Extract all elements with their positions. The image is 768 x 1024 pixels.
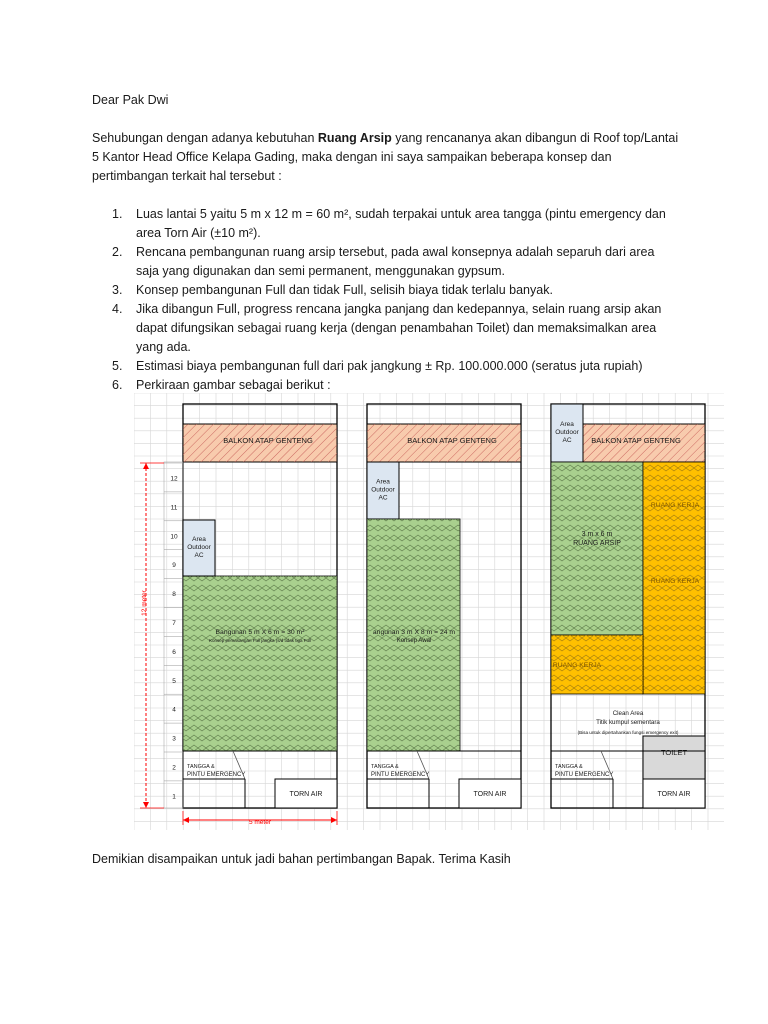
ac-label: Outdoor	[555, 429, 579, 436]
clean-area-label: Clean Area	[612, 710, 644, 717]
tangga-label: TANGGA &	[371, 764, 399, 770]
ac-label: AC	[378, 494, 388, 502]
closing-line: Demikian disampaikan untuk jadi bahan pertimbangan Bapak. Terima Kasih	[92, 852, 511, 866]
row-number: 6	[172, 648, 176, 656]
list-item-number: 2.	[112, 245, 123, 259]
tangga-label: PINTU EMERGENCY	[555, 772, 614, 778]
tangga-label: TANGGA &	[555, 764, 583, 770]
building-note: Konsep pemasangan Full jangka (s/d tidak tiga Full	[208, 638, 312, 643]
row-number: 12	[170, 475, 178, 483]
balkon-label: BALKON ATAP GENTENG	[407, 436, 497, 445]
row-number: 8	[172, 591, 176, 599]
arsip-label: RUANG ARSIP	[573, 540, 621, 547]
row-number: 2	[172, 764, 176, 772]
torn-air-label: TORN AIR	[657, 791, 691, 798]
row-number: 7	[172, 619, 176, 627]
ac-label: Area	[560, 421, 574, 428]
list-item-text: Rencana pembangunan ruang arsip tersebut, pada awal konsepnya adalah separuh dari area	[136, 245, 655, 259]
list-item-number: 6.	[112, 378, 123, 392]
tangga-label: PINTU EMERGENCY	[371, 772, 430, 778]
list-item-text: saja yang digunakan dan semi permanent, menggunakan gypsum.	[136, 264, 505, 278]
titik-label: Titik kumpul sementara	[596, 719, 660, 726]
numbered-list	[92, 205, 692, 395]
building-label: Bangunan 5 m X 6 m = 30 m²	[215, 629, 305, 636]
list-item-text: Luas lantai 5 yaitu 5 m x 12 m = 60 m², sudah terpakai untuk area tangga (pintu emergency dan	[136, 207, 666, 221]
row-number: 5	[172, 677, 176, 685]
toilet-label: TOILET	[660, 748, 688, 757]
intro-paragraph	[92, 129, 692, 186]
tangga-label: TANGGA &	[187, 764, 215, 770]
list-item-text: Konsep pembangunan Full dan tidak Full, selisih biaya tidak terlalu banyak.	[136, 283, 553, 297]
emergency-note: (Bisa untuk dipertahankan fungsi emergency exit)	[577, 730, 679, 735]
intro-line-1-start: Sehubungan dengan adanya kebutuhan	[92, 131, 318, 145]
greeting: Dear Pak Dwi	[92, 93, 169, 107]
list-item	[92, 300, 692, 357]
list-item	[92, 357, 692, 376]
torn-air-label: TORN AIR	[289, 791, 323, 798]
kerja-label: RUANG KERJA	[650, 578, 700, 585]
list-item-text: area Torn Air (±10 m²).	[136, 226, 261, 240]
plan-with-workspace	[551, 404, 705, 808]
ac-label: Outdoor	[187, 544, 211, 551]
list-item-text: Estimasi biaya pembangunan full dari pak jangkung ± Rp. 100.000.000 (seratus juta rupiah)	[136, 359, 643, 373]
tangga-label: PINTU EMERGENCY	[187, 772, 246, 778]
ac-label: Outdoor	[371, 486, 395, 494]
intro-line-1	[92, 129, 692, 148]
arsip-size-label: 3 m x 6 m	[581, 531, 613, 538]
row-number: 3	[172, 735, 176, 743]
kerja-label: RUANG KERJA	[552, 662, 602, 669]
list-item-number: 3.	[112, 283, 123, 297]
height-dimension-label: 12 meter	[141, 590, 148, 616]
floor-plan-drawing	[134, 393, 724, 830]
intro-ruang-arsip: Ruang Arsip	[317, 131, 392, 145]
intro-line-1-end: yang rencananya akan dibangun di Roof top/Lantai	[391, 131, 679, 145]
intro-line-2: 5 Kantor Head Office Kelapa Gading, maka dengan ini saya sampaikan beberapa konsep dan	[92, 150, 612, 164]
list-item	[92, 243, 692, 281]
ac-label: AC	[562, 437, 572, 444]
list-item	[92, 281, 692, 300]
row-number: 1	[172, 793, 176, 801]
torn-air-label: TORN AIR	[473, 791, 507, 798]
plan-initial	[367, 404, 521, 808]
row-number: 10	[170, 533, 178, 541]
list-item-text: yang ada.	[136, 340, 191, 354]
kerja-label: RUANG KERJA	[650, 502, 700, 509]
list-item-text: dapat difungsikan sebagai ruang kerja (dengan penambahan Toilet) dan memaksimalkan area	[136, 321, 657, 335]
building-note: Konsep Awal	[396, 638, 432, 644]
ac-label: Area	[192, 536, 206, 543]
width-dimension-label: 5 meter	[248, 819, 272, 826]
row-number: 9	[172, 562, 176, 570]
ac-label: AC	[194, 552, 204, 559]
list-item-number: 4.	[112, 302, 123, 316]
list-item-number: 5.	[112, 359, 123, 373]
balkon-label: BALKON ATAP GENTENG	[591, 436, 681, 445]
toilet-area	[643, 736, 705, 779]
balkon-label: BALKON ATAP GENTENG	[223, 436, 313, 445]
floor-plans	[140, 404, 705, 826]
list-item-text: Jika dibangun Full, progress rencana jangka panjang dan kedepannya, selain ruang arsip akan	[136, 302, 662, 316]
building-label: angunan 3 m X 8 m = 24 m	[372, 629, 456, 636]
list-item-text: Perkiraan gambar sebagai berikut :	[136, 378, 331, 392]
list-item	[92, 205, 692, 243]
row-number: 11	[170, 504, 178, 512]
intro-line-3: pertimbangan terkait hal tersebut :	[92, 169, 282, 183]
row-number: 4	[172, 706, 176, 714]
list-item-number: 1.	[112, 207, 123, 221]
plan-full	[140, 404, 337, 826]
ac-label: Area	[376, 478, 390, 486]
